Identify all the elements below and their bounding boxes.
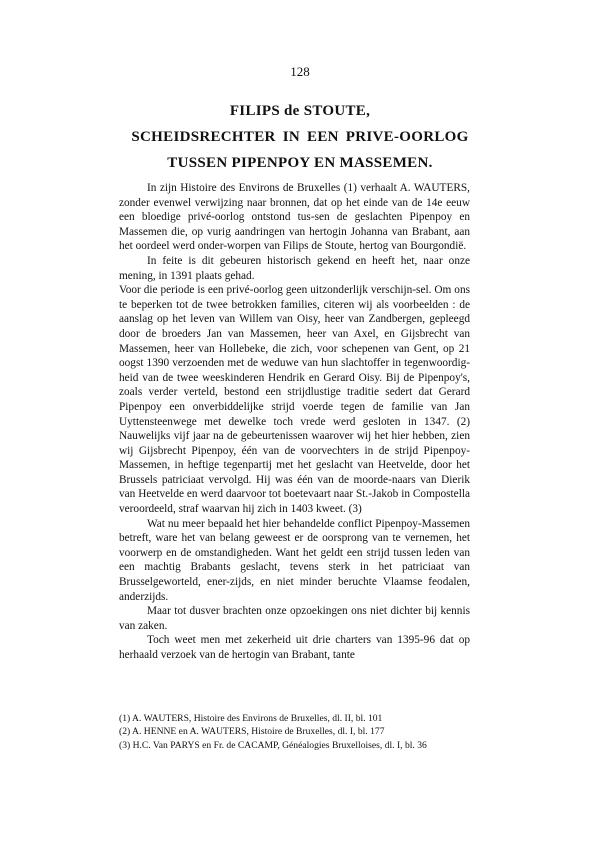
title-line: TUSSEN PIPENPOY EN MASSEMEN. — [167, 155, 433, 171]
body-text — [119, 181, 470, 663]
footnotes — [119, 712, 470, 752]
paragraph: In zijn Histoire des Environs de Bruxelles (1) verhaalt A. WAUTERS, zonder evenwel verwijzing naar bronnen, dat op het einde van de 14e eeuw een bloedige privé-oorlog ontstond tus-sen de geslachten Pipenpoy en Massemen die, op vurig aandringen van hertogin Johanna van Brabant, aan het oordeel werd onder-worpen van Filips de Stoute, hertog van Bourgondië. — [119, 182, 470, 253]
footnote: (3) H.C. Van PARYS en Fr. de CACAMP, Généalogies Bruxelloises, dl. I, bl. 36 — [119, 739, 427, 751]
title-line: SCHEIDSRECHTER IN EEN PRIVE-OORLOG — [131, 129, 469, 145]
paragraph: In feite is dit gebeuren historisch gekend en heeft het, naar onze mening, in 1391 plaats gehad. — [119, 254, 470, 282]
page-number: 128 — [290, 64, 310, 79]
paragraph: Wat nu meer bepaald het hier behandelde conflict Pipenpoy-Massemen betreft, ware het van belang geweest er de oorsprong van te vernemen, het voorwerp en de omstandigheden. Want het geldt een strijd tussen leden van een machtig Brabants geslacht, tevens sterk in het patriciaat van Brusselgeworteld, ener-zijds, en niet minder beruchte Vlaamse feodalen, anderzijds. — [119, 517, 470, 603]
paragraph: Maar tot dusver brachten onze opzoekingen ons niet dichter bij kennis van zaken. — [119, 605, 470, 632]
title-line: FILIPS de STOUTE, — [229, 103, 371, 119]
paragraph: Voor die periode is een privé-oorlog geen uitzonderlijk verschijn-sel. Om ons te beperken tot de twee betrokken families, citeren wij als voorbeelden : de aanslag op het leven van Willem van Oisy, heer van Zandbergen, gepleegd door de broeders Jan van Massemen, heer van Axel, en Gijsbrecht van Massemen, heer van Hollebeke, die zich, voor schepenen van Gent, op 21 oogst 1390 verzoenden met de weduwe van hun slachtoffer in tegenwoordig-heid van de twee weeskinderen Hendrik en Gerard Oisy. Bij de Pipenpoy's, zoals verder verteld, bestond een strijdlustige traditie sedert dat Gerard Pipenpoy een onverbiddelijke strijd voerde tegen de familie van Jan Uyttensteenwege met dewelke toch vrede werd gesloten in 1347. (2) Nauwelijks vijf jaar na de gebeurtenissen waarover wij het hier hebben, zien wij Gijsbrecht Pipenpoy, één van de voorvechters in de strijd Pipenpoy-Massemen, in heftige tegenpartij met het geslacht van Heetvelde, door het Brussels patriciaat vervolgd. Hij was één van de moorde-naars van Dierik van Heetvelde en werd daarvoor tot boetevaart naar St.-Jakob in Compostella veroordeeld, straf waarvan hij zich in 1403 kweet. (3) — [119, 284, 470, 516]
chapter-title — [0, 98, 600, 176]
footnote: (2) A. HENNE en A. WAUTERS, Histoire de Bruxelles, dl. I, bl. 177 — [119, 726, 385, 738]
footnote: (1) A. WAUTERS, Histoire des Environs de Bruxelles, dl. II, bl. 101 — [119, 713, 383, 724]
paragraph: Toch weet men met zekerheid uit drie charters van 1395-96 dat op herhaald verzoek van de hertogin van Brabant, tante — [119, 634, 470, 661]
